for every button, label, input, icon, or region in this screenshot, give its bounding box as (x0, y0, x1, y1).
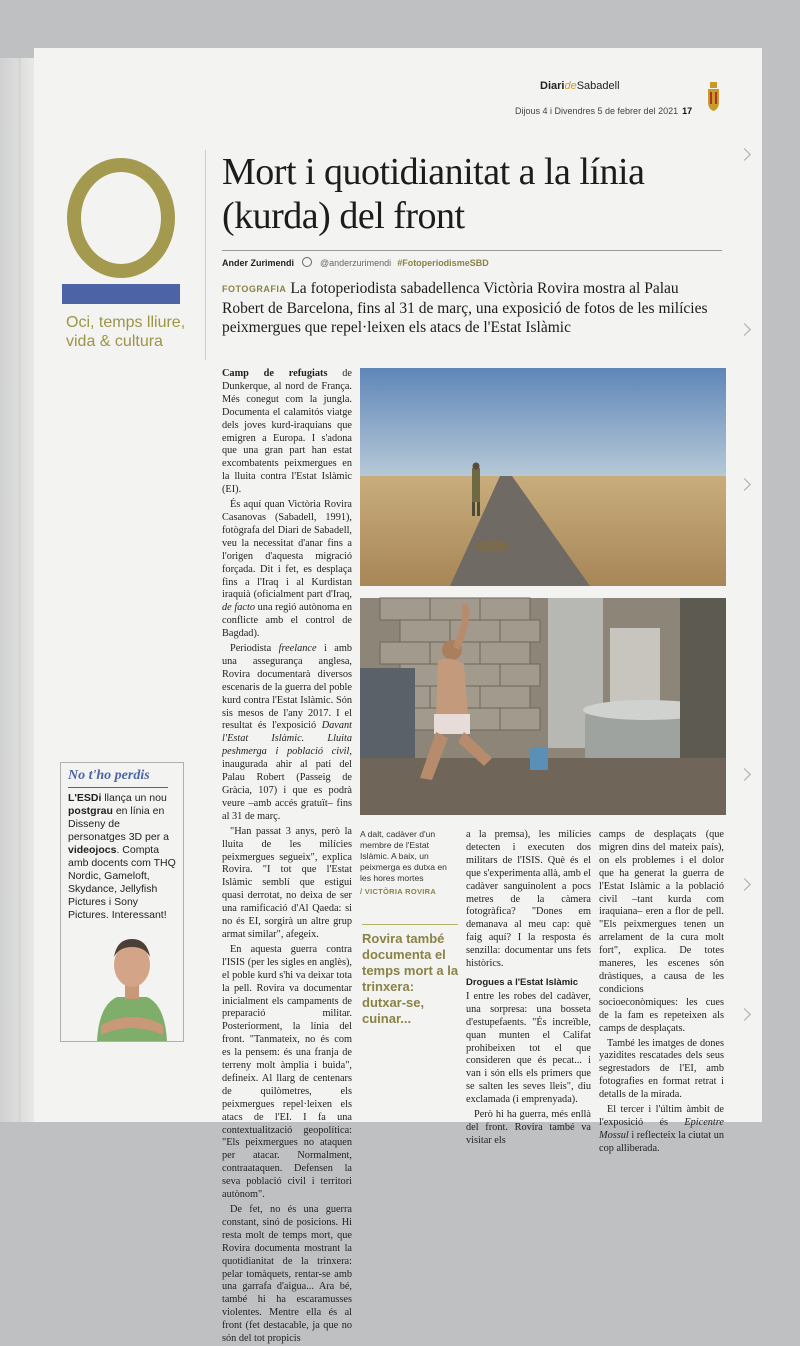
lead-in: Camp de refugiats (222, 368, 328, 379)
sidebar-bold: videojocs (68, 844, 117, 856)
paragraph: Però hi ha guerra, més enllà del front. Rovira també va visitar els (466, 1109, 591, 1146)
italic-text: freelance (278, 643, 317, 655)
photo-credit: / VICTÒRIA ROVIRA (360, 887, 437, 896)
hashtag: #FotoperiodismeSBD (397, 258, 489, 268)
sidebar-span: llança un nou (101, 792, 167, 804)
sidebar-bold: L'ESDi (68, 792, 102, 804)
photo-soldier-shower (360, 598, 726, 815)
sidebar-dont-miss (60, 762, 184, 1042)
date-text: Dijous 4 i Divendres 5 de febrer del 2021 (515, 106, 679, 116)
paragraph-text: i amb una assegurança anglesa, Rovira documentarà diversos escenaris de la guerra del poble kurd contra l'Estat Islàmic. Són sis mesos de l'any 2017. I el resultat és l'exposició (222, 643, 352, 732)
paragraph: En aquesta guerra contra l'ISIS (per les sigles en anglès), el poble kurd s'hi va deixar tota la pell. Rovira va documentar inicialment els campaments de preparació militar. Posteriorment, la línia del front. "Tanmateix, no és com es la pensem: és una franja de terreny molt àmplia i buida", defineix. Al llarg de centenars de quilòmetres, els peixmergues repel·leixen els atacs de l'EI. I fa una contextualització geopolítica: "Els peixmergues no ataquen per atacar. Normalment, contraataquen. Defensen la seva població civil i territori autònom". (222, 943, 352, 1201)
paragraph: "Han passat 3 anys, però la lluita de les milícies peixmergues segueix", explica Rovira. "I tot que l'Estat Islàmic semblí que estigui quasi derrotat, no deixa de ser una ramificació d'Al Qaeda: si no és EI, sorgirà un altre grup armat similar", afegeix. (222, 825, 352, 940)
byline (222, 257, 489, 268)
paragraph: També les imatges de dones yazidites rescatades dels seus segrestadors de l'EI, amb fotografies en format retrat i detalls de la mirada. (599, 1037, 724, 1101)
paragraph-text: El tercer i l'últim àmbit de l'exposició és (599, 1104, 724, 1128)
sidebar-text (68, 792, 178, 922)
brand-sabadell: Sabadell (576, 80, 620, 92)
paragraph-text: , inaugurada ahir al pati del Palau Robert (Passeig de Gràcia, 107) i que es podrà veure –amb accés gratuït– fins al 31 de març. (222, 746, 352, 822)
masthead (540, 80, 620, 92)
sidebar-span: en línia en Disseny de personatges 3D per a (68, 805, 169, 843)
social-handle-icon (302, 257, 312, 267)
brand-diari: Diari (540, 80, 565, 92)
paragraph-text: una regió autònoma en conflicte amb el control de Bagdad). (222, 602, 352, 640)
italic-text: de facto (222, 602, 255, 614)
paragraph: camps de desplaçats (que migren dins del mateix país), on els problemes i el dolor que ha generat la guerra de l'Estat Islàmic a la població civil –tant kurda com iraquiana– eren a flor de pell. "Els peixmergues tenen un arrelament de la cura molt fort", explica. De totes maneres, les escenes són dràstiques, a causa de les condicions socioeconòmiques: les cues de la fam es repeteixen als camps de desplaçats. (599, 829, 724, 1034)
coat-of-arms-icon (707, 82, 720, 112)
paragraph-text: de Dunkerque, al nord de França. Més conegut com la jungla. Documenta el calamitós viatge dels joves kurd-iraquians que emigren a Europa. I s'adona que una gran part han estat excombatents peixmergues en la lluita contra l'Estat Islàmic (EI). (222, 368, 352, 496)
paragraph: I entre les robes del cadàver, una sorpresa: una bosseta d'estupefaents. "És increïble, quan munten el Califat prohibeixen tot el que consideren que és pecat... i van i són ells els primers que se salten les seves lleis", diu exclamada (i emprenyada). (466, 990, 591, 1106)
article-column-1 (222, 368, 352, 1345)
section-color-bar (62, 284, 180, 304)
article-column-4 (599, 829, 724, 1154)
article-column-3 (466, 829, 591, 1146)
exhibition-title: Davant l'Estat Islàmic. Lluita peshmerga i població civil (222, 720, 352, 758)
section-label: Oci, temps lliure, vida & cultura (66, 314, 186, 350)
pullquote-rule (362, 924, 458, 925)
kicker: FOTOGRAFIA (222, 284, 287, 294)
sidebar-bold: postgrau (68, 805, 113, 817)
paragraph-text: i reflecteix la ciutat un cop alliberada. (599, 1129, 724, 1154)
paragraph: a la premsa), les milícies detecten i executen dos militars de l'ISIS. Què és el que s'experimenta allà, amb el cadàver sanguinolent a pocs metres de la càmera fotogràfica? "Dones em demanava al meu cap: què faig aquí? I la resposta és senzilla: documentar uns fets històrics. (466, 829, 591, 970)
standfirst (222, 279, 722, 337)
paragraph: De fet, no és una guerra constant, sinó de posicions. Hi resta molt de temps mort, que Rovira documenta mostrant la quotidianitat de la trinxera: pelar tomàquets, rentar-se amb una garrafa d'aigua... Ara bé, també hi ha escaramusses violentes. Mentre ella és al front (fet destacable, ja que no són del tot propicis (222, 1204, 352, 1345)
sidebar-rule (68, 787, 168, 788)
paragraph-text: Periodista (230, 643, 279, 655)
author-name: Ander Zurimendi (222, 258, 295, 268)
standfirst-text: La fotoperiodista sabadellenca Victòria Rovira mostra al Palau Robert de Barcelona, fins al 31 de març, una exposició de fotos de les milícies peixmergues que repel·leixen els atacs de l'Estat Islàmic (222, 280, 708, 336)
paragraph (222, 499, 352, 641)
sidebar-title: No t'ho perdis (68, 768, 150, 783)
sidebar-span: . Compta amb docents com THQ Nordic, Gameloft, Skydance, Jellyfish Pictures i Sony Pictures. Interessant! (68, 844, 176, 921)
italic-text: Epicentre Mossul (599, 1116, 724, 1141)
paragraph (222, 643, 352, 824)
headline-rule (222, 250, 722, 251)
paragraph (222, 368, 352, 497)
author-handle: @anderzurimendi (320, 258, 392, 268)
paragraph (599, 1104, 724, 1156)
dateline (515, 106, 692, 116)
pull-quote: Rovira també documenta el temps mort a la trinxera: dutxar-se, cuinar... (362, 931, 459, 1026)
page-number: 17 (682, 106, 693, 116)
section-letter-o-icon (67, 158, 175, 278)
photo-desert-road (360, 368, 726, 586)
previous-page-edge (0, 58, 34, 1122)
heading-divider (205, 150, 206, 360)
author-portrait (93, 913, 171, 1041)
headline: Mort i quotidianitat a la línia (kurda) del front (222, 151, 645, 237)
photo-caption (360, 829, 453, 897)
brand-de: de (564, 80, 577, 92)
caption-text: A dalt, cadàver d'un membre de l'Estat Islàmic. A baix, un peixmerga es dutxa en les hores mortes (360, 829, 447, 883)
subheading: Drogues a l'Estat Islàmic (466, 976, 579, 988)
paragraph-text: És aquí quan Victòria Rovira Casanovas (Sabadell, 1991), fotògrafa del Diari de Sabadell, veu la necessitat d'anar fins a l'origen d'aquesta migració forçada. Dit i fet, es desplaça fins a l'Iraq i al Kurdistan iraquià (oficialment part d'Iraq, (222, 499, 352, 601)
